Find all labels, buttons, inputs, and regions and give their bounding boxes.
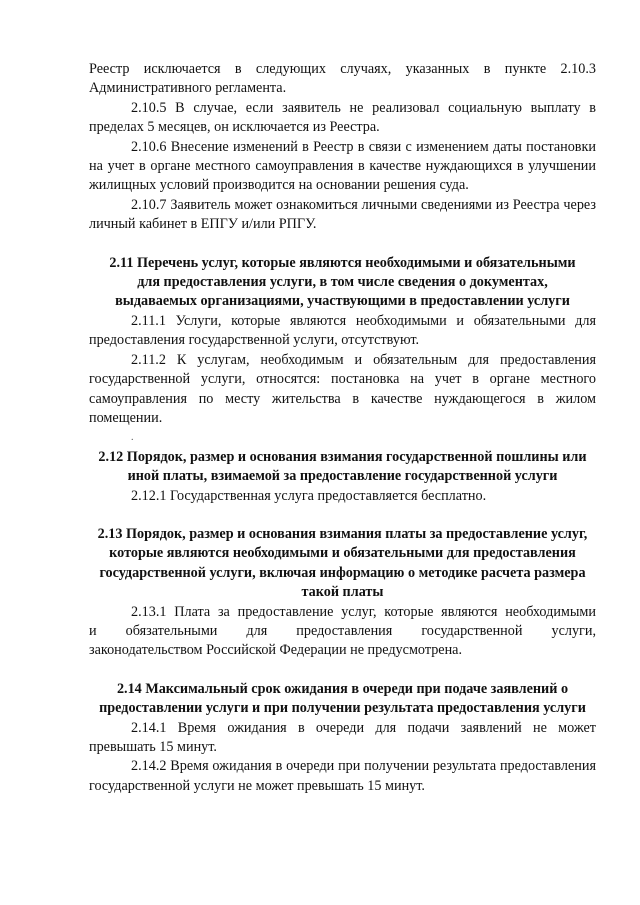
paragraph-2-14-2: 2.14.2 Время ожидания в очереди при получении результата предоставления государственной услуги не может превышать 15 минут. [89,758,596,794]
spacer [89,661,596,680]
paragraph-2-14-1: 2.14.1 Время ожидания в очереди для подачи заявлений не может превышать 15 минут. [89,719,596,755]
paragraph-registry-exclusion: Реестр исключается в следующих случаях, указанных в пункте 2.10.3 Административного регламента. [89,61,596,97]
paragraph-2-13-1-line3: законодательством Российской Федерации не предусмотрена. [89,642,463,659]
paragraph-2-10-5: 2.10.5 В случае, если заявитель не реализовал социальную выплату в пределах 5 месяцев, он исключается из Реестра. [89,99,596,136]
paragraph-2-11-2: 2.11.2 К услугам, необходимым и обязательным для предоставления государственной услуги, относятся: постановка на учет в органе местного самоуправления по месту жительства в качестве нуждающегося в жилом помещении. [89,351,596,426]
paragraph-2-10-7: 2.10.7 Заявитель может ознакомиться личными сведениями из Реестра через личный кабинет в ЕПГУ и/или РПГУ. [89,196,596,233]
section-heading-2-11: 2.11 Перечень услуг, которые являются необходимыми и обязательными для предоставления услуги, в том числе сведения о документах, выдаваемых организациями, участвующими в предоставлении услуги [109,254,576,310]
spacer [89,506,596,525]
paragraph-2-12-1: 2.12.1 Государственная услуга предоставляется бесплатно. [131,487,487,504]
paragraph-2-10-6: 2.10.6 Внесение изменений в Реестр в связи с изменением даты постановки на учет в органе местного самоуправления в качестве нуждающихся в улучшении жилищных условий производится на основании решения суда. [89,138,596,194]
section-heading-2-14: 2.14 Максимальный срок ожидания в очереди при подаче заявлений о предоставлении услуги и при получении результата предоставления услуги [99,680,586,717]
paragraph-2-13-1-line1: 2.13.1 Плата за предоставление услуг, которые являются необходимыми [131,603,596,620]
paragraph-2-13-1-line2: и обязательными для предоставления государственной услуги, [89,622,596,639]
section-heading-2-12: 2.12 Порядок, размер и основания взимания государственной пошлины или иной платы, взимаемой за предоставление государственной услуги [98,448,587,485]
section-heading-2-13: 2.13 Порядок, размер и основания взимания платы за предоставление услуг, которые являются необходимыми и обязательными для предоставления государственной услуги, включая информацию о методике расчета размера такой платы [97,525,588,601]
paragraph-2-11-1: 2.11.1 Услуги, которые являются необходимыми и обязательными для предоставления государственной услуги, отсутствуют. [89,312,596,349]
spacer [89,235,596,254]
document-page [89,60,596,796]
stray-dot: . [131,432,134,444]
